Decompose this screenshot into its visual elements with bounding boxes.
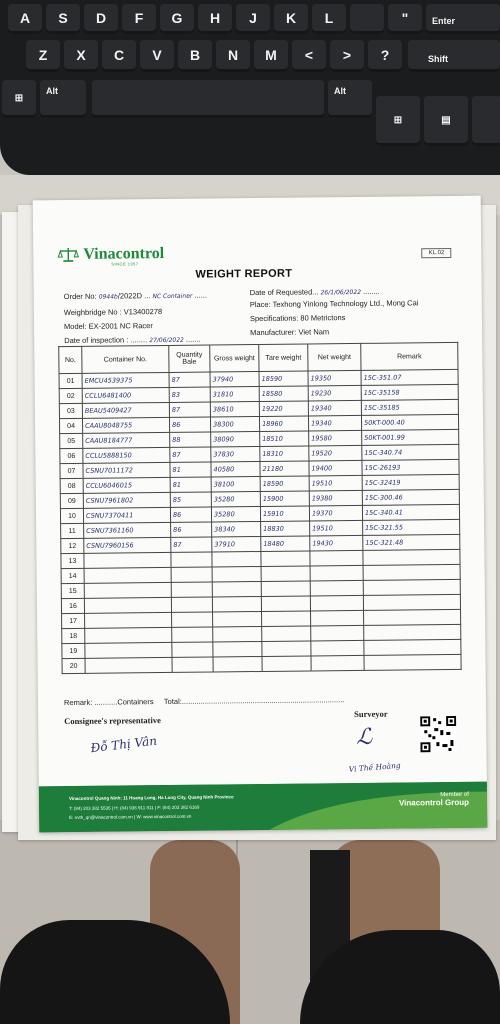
cell-container xyxy=(85,612,172,628)
cell-net: 19380 xyxy=(309,490,362,506)
cell-qty: 81 xyxy=(170,462,211,477)
key-menu[interactable] xyxy=(424,96,468,146)
key-x[interactable]: X xyxy=(64,40,98,72)
cell-container xyxy=(84,582,171,598)
key-comma[interactable]: < xyxy=(292,40,326,72)
scale-icon xyxy=(57,247,79,263)
surveyor-label: Surveyor xyxy=(354,708,388,720)
cell-net: 19350 xyxy=(308,370,361,386)
cell-container: EMCU4539375 xyxy=(82,372,169,388)
cell-gross: 40580 xyxy=(211,461,260,477)
key-ctrl-right[interactable] xyxy=(472,96,500,146)
cell-net xyxy=(311,625,364,641)
member-of-group: Member of Vinacontrol Group xyxy=(398,791,470,808)
weight-table xyxy=(58,342,461,674)
col-quantity: Quantity Bale xyxy=(169,345,210,372)
cell-qty: 81 xyxy=(170,477,211,492)
cell-tare: 18590 xyxy=(259,371,308,387)
cell-container: CAAU8184777 xyxy=(83,432,170,448)
cell-remark: 15C-340.74 xyxy=(362,444,459,460)
key-k[interactable]: K xyxy=(274,4,308,34)
cell-gross xyxy=(212,566,261,582)
model: Model: EX-2001 NC Racer xyxy=(63,321,153,332)
document-footer xyxy=(39,782,487,833)
key-a[interactable]: A xyxy=(8,4,42,34)
cell-tare: 18310 xyxy=(260,446,309,462)
cell-no: 15 xyxy=(61,583,84,598)
cell-remark: 15C-351.07 xyxy=(361,369,458,385)
key-l[interactable]: L xyxy=(312,4,346,34)
cell-no: 16 xyxy=(61,598,84,613)
cell-remark: 15C-340.41 xyxy=(362,504,459,520)
cell-gross: 35280 xyxy=(211,491,260,507)
col-tare: Tare weight xyxy=(259,344,308,372)
cell-container: CAAU8048755 xyxy=(82,417,169,433)
cell-container xyxy=(84,597,171,613)
cell-remark: 15C-32419 xyxy=(362,474,459,490)
cell-remark: 15C-35185 xyxy=(361,399,458,415)
place: Place: Texhong Yinlong Technology Ltd., Mong Cai xyxy=(249,298,419,310)
cell-gross: 38300 xyxy=(210,417,259,433)
key-windows-left[interactable] xyxy=(2,80,36,118)
order-no: Order No: 0944b/2022D ... NC Container ...... xyxy=(63,290,207,302)
cell-net xyxy=(310,565,363,581)
key-v[interactable]: V xyxy=(140,40,174,72)
cell-tare xyxy=(261,566,310,582)
cell-no: 02 xyxy=(59,388,82,403)
cell-container: CSNU7361160 xyxy=(84,522,171,538)
keyboard xyxy=(0,0,500,175)
table-row xyxy=(62,654,461,673)
cell-container xyxy=(85,657,172,673)
cell-qty xyxy=(171,552,212,567)
cell-qty: 86 xyxy=(170,507,211,522)
col-no: No. xyxy=(59,346,82,373)
key-semicolon[interactable] xyxy=(350,4,384,34)
cell-no: 19 xyxy=(62,643,85,658)
cell-net: 19510 xyxy=(310,520,363,536)
cell-qty: 87 xyxy=(171,537,212,552)
menu-icon: ▤ xyxy=(441,114,451,126)
cell-gross xyxy=(213,641,262,657)
key-alt-right[interactable]: Alt xyxy=(328,80,372,118)
date-requested: Date of Requested... 26/1/06/2022 ........ xyxy=(249,286,380,298)
cell-remark: 15C-321.48 xyxy=(363,534,460,550)
col-remark: Remark xyxy=(361,342,458,370)
cell-net xyxy=(311,610,364,626)
cell-container xyxy=(84,552,171,568)
cell-tare: 18580 xyxy=(259,386,308,402)
windows-icon: ⊞ xyxy=(393,114,403,126)
cell-tare: 18960 xyxy=(259,416,308,432)
cell-remark: 50KT-000.40 xyxy=(361,414,458,430)
cell-net: 19520 xyxy=(309,445,362,461)
cell-container: CSNU7960156 xyxy=(84,537,171,553)
key-windows-right[interactable] xyxy=(376,96,420,146)
cell-net: 19230 xyxy=(308,385,361,401)
cell-no: 07 xyxy=(60,463,83,478)
key-quote[interactable]: " xyxy=(388,4,422,34)
cell-tare xyxy=(262,641,311,657)
cell-no: 01 xyxy=(59,373,82,388)
cell-tare xyxy=(261,596,310,612)
cell-qty: 86 xyxy=(171,522,212,537)
cell-no: 06 xyxy=(60,448,83,463)
cell-tare: 15900 xyxy=(260,491,309,507)
cell-no: 14 xyxy=(61,568,84,583)
remark-line: Remark: ...........Containers Total:.............................................................................. xyxy=(63,695,345,708)
cell-qty: 85 xyxy=(170,492,211,507)
cell-net xyxy=(311,640,364,656)
cell-qty: 83 xyxy=(169,387,210,402)
key-m[interactable]: M xyxy=(254,40,288,72)
cell-no: 03 xyxy=(59,403,82,418)
cell-tare xyxy=(261,581,310,597)
cell-no: 12 xyxy=(61,538,84,553)
cell-no: 09 xyxy=(60,493,83,508)
cell-gross: 37830 xyxy=(211,446,260,462)
document-title: WEIGHT REPORT xyxy=(195,267,293,281)
cell-container: CSNU7370411 xyxy=(83,507,170,523)
cell-tare: 18480 xyxy=(261,536,310,552)
surveyor-signature-mark: ℒ xyxy=(356,724,373,751)
cell-remark: 50KT-001.99 xyxy=(362,429,459,445)
col-net: Net weight xyxy=(308,343,361,371)
cell-remark: 15C-300.46 xyxy=(362,489,459,505)
key-z[interactable]: Z xyxy=(26,40,60,72)
consignee-label: Consignee's representative xyxy=(64,715,161,727)
cell-net: 19400 xyxy=(309,460,362,476)
manufacturer: Manufacturer: Viet Nam xyxy=(250,327,330,338)
cell-container xyxy=(85,627,172,643)
key-f[interactable]: F xyxy=(122,4,156,34)
cell-tare xyxy=(261,551,310,567)
cell-net xyxy=(311,655,364,671)
cell-no: 08 xyxy=(60,478,83,493)
cell-gross xyxy=(212,551,261,567)
cell-tare: 19220 xyxy=(259,401,308,417)
cell-container: CCLU6481400 xyxy=(82,387,169,403)
cell-tare: 15910 xyxy=(260,506,309,522)
cell-gross xyxy=(213,611,262,627)
cell-qty: 86 xyxy=(169,417,210,432)
qr-code-icon xyxy=(420,716,456,752)
cell-remark xyxy=(364,624,461,640)
cell-no: 18 xyxy=(62,628,85,643)
key-shift[interactable]: Shift xyxy=(408,40,500,72)
cell-gross: 35280 xyxy=(211,506,260,522)
cell-remark: 15C-321.55 xyxy=(363,519,460,535)
cell-qty: 88 xyxy=(170,432,211,447)
logo-text: Vinacontrol xyxy=(83,244,165,263)
cell-net: 19340 xyxy=(308,415,361,431)
cell-no: 05 xyxy=(60,433,83,448)
cell-net: 19580 xyxy=(309,430,362,446)
consignee-signature: Đỗ Thị Vân xyxy=(89,733,158,756)
cell-gross: 31810 xyxy=(210,387,259,403)
cell-net xyxy=(310,550,363,566)
key-period[interactable]: > xyxy=(330,40,364,72)
cell-gross xyxy=(212,581,261,597)
cell-net xyxy=(310,595,363,611)
cell-container: CCLU6046015 xyxy=(83,477,170,493)
cell-container: CCLU5888150 xyxy=(83,447,170,463)
cell-qty xyxy=(171,567,212,582)
cell-no: 10 xyxy=(60,508,83,523)
cell-qty xyxy=(171,582,212,597)
cell-gross: 37910 xyxy=(212,536,261,552)
key-h[interactable]: H xyxy=(198,4,232,34)
date-of-inspection: Date of inspection : ........ 27/06/2022 ....... xyxy=(64,334,201,346)
cell-remark xyxy=(364,639,461,655)
cell-remark xyxy=(364,609,461,625)
cell-gross: 38100 xyxy=(211,476,260,492)
cell-tare xyxy=(262,626,311,642)
cell-no: 04 xyxy=(59,418,82,433)
cell-container xyxy=(84,567,171,583)
key-d[interactable]: D xyxy=(84,4,118,34)
key-slash[interactable]: ? xyxy=(368,40,402,72)
cell-net xyxy=(310,580,363,596)
logo-since: SINCE 1957 xyxy=(111,261,139,267)
cell-no: 13 xyxy=(61,553,84,568)
cell-tare xyxy=(262,656,311,672)
key-enter[interactable]: Enter xyxy=(426,4,500,34)
cell-tare: 18590 xyxy=(260,476,309,492)
cell-qty: 87 xyxy=(169,402,210,417)
key-s[interactable]: S xyxy=(46,4,80,34)
table-header-row xyxy=(59,342,458,373)
col-container: Container No. xyxy=(82,345,169,373)
key-space[interactable] xyxy=(92,80,324,118)
cell-no: 17 xyxy=(62,613,85,628)
col-gross: Gross weight xyxy=(210,345,259,373)
cell-remark xyxy=(363,549,460,565)
footer-phone: T: (84) 203 382 5535 | H: (84) 936 911 811 | F: (84) 203 382 6169 xyxy=(69,804,200,812)
cell-qty xyxy=(172,612,213,627)
cell-qty xyxy=(171,597,212,612)
cell-tare xyxy=(262,611,311,627)
cell-net: 19370 xyxy=(309,505,362,521)
cell-net: 19340 xyxy=(308,400,361,416)
cell-tare: 18830 xyxy=(261,521,310,537)
specifications: Specifications: 80 Metrictons xyxy=(249,313,346,324)
cell-remark xyxy=(363,579,460,595)
cell-remark xyxy=(363,594,460,610)
cell-remark: 15C-35158 xyxy=(361,384,458,400)
footer-email: E: nvth_qn@vinacontrol.com.vn | W: www.vinacontrol.com.vn xyxy=(69,813,192,821)
key-n[interactable]: N xyxy=(216,40,250,72)
cell-gross: 38090 xyxy=(211,431,260,447)
cell-tare: 21180 xyxy=(260,461,309,477)
cell-gross: 37940 xyxy=(210,372,259,388)
cell-tare: 18510 xyxy=(260,431,309,447)
form-code: KL.02 xyxy=(422,248,452,258)
cell-gross: 38610 xyxy=(210,402,259,418)
weight-report-document xyxy=(33,196,488,833)
cell-no: 20 xyxy=(62,658,85,673)
key-g[interactable]: G xyxy=(160,4,194,34)
key-alt-left[interactable]: Alt xyxy=(40,80,86,118)
cell-gross xyxy=(212,596,261,612)
footer-address: Vinacontrol Quang Ninh: 11 Hoang Long, Ha Long City, Quang Ninh Province xyxy=(68,794,234,802)
key-c[interactable]: C xyxy=(102,40,136,72)
key-b[interactable]: B xyxy=(178,40,212,72)
weighbridge-no: Weighbridge No : V13400278 xyxy=(63,307,163,318)
cell-container: CSNU7011172 xyxy=(83,462,170,478)
cell-remark xyxy=(364,654,461,670)
cell-qty xyxy=(172,627,213,642)
cell-qty xyxy=(172,642,213,657)
cell-net: 19510 xyxy=(309,475,362,491)
cell-container xyxy=(85,642,172,658)
cell-qty: 87 xyxy=(170,447,211,462)
windows-icon: ⊞ xyxy=(14,92,24,104)
key-j[interactable]: J xyxy=(236,4,270,34)
vinacontrol-logo xyxy=(57,244,165,267)
surveyor-signature: Vi Thế Hoàng xyxy=(348,760,401,774)
cell-gross xyxy=(213,656,262,672)
cell-gross: 38340 xyxy=(212,521,261,537)
cell-remark: 15C-26193 xyxy=(362,459,459,475)
cell-remark xyxy=(363,564,460,580)
cell-gross xyxy=(213,626,262,642)
cell-qty: 87 xyxy=(169,372,210,387)
cell-qty xyxy=(172,657,213,672)
cell-container: CSNU7961802 xyxy=(83,492,170,508)
cell-no: 11 xyxy=(61,523,84,538)
cell-net: 19430 xyxy=(310,535,363,551)
cell-container: BEAU5409427 xyxy=(82,402,169,418)
